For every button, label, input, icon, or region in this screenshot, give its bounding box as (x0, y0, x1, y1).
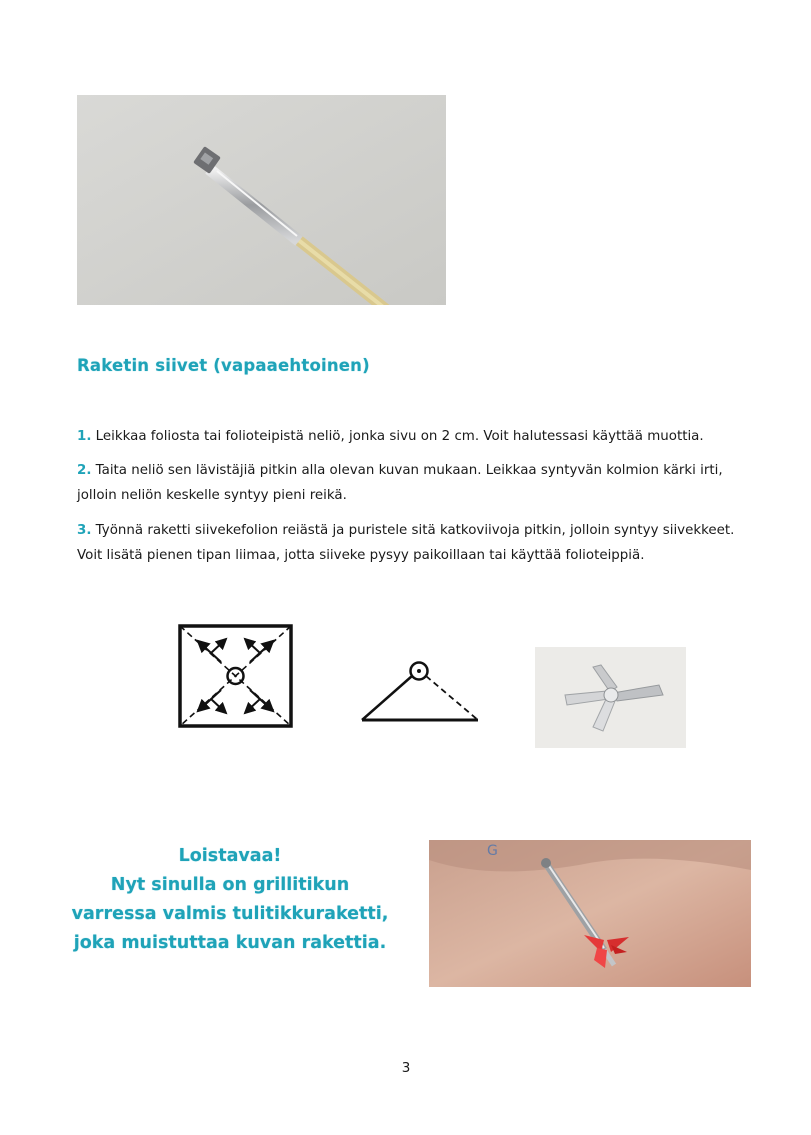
step-3-text: Työnnä raketti siivekefolion reiästä ja puristele sitä katkoviivoja pitkin, jolloin syntyy siivekkeet. Voit lisätä pienen tipan liimaa, jotta siiveke pysyy paikoillaan tai käyttää folioteippiä. (77, 523, 735, 563)
fold-square-diagram (176, 622, 296, 730)
step-1-text: Leikkaa foliosta tai folioteipistä neliö, jonka sivu on 2 cm. Voit halutessasi käyttää muottia. (95, 429, 704, 444)
page-number: 3 (401, 1060, 411, 1076)
step-2-number: 2. (77, 463, 92, 478)
final-line-4: joka muistuttaa kuvan rakettia. (73, 933, 387, 953)
fold-triangle-diagram (358, 658, 482, 724)
final-line-2: Nyt sinulla on grillitikun (110, 875, 350, 895)
svg-text:G: G (487, 843, 498, 859)
foil-fins-photo (535, 647, 686, 748)
final-line-1: Loistavaa! (178, 846, 282, 866)
step-2-text: Taita neliö sen lävistäjiä pitkin alla olevan kuvan mukaan. Leikkaa syntyvän kolmion kärki irti, jolloin neliön keskelle syntyy pieni reikä. (77, 463, 723, 503)
step-1 (77, 424, 757, 449)
final-line-3: varressa valmis tulitikkuraketti, (71, 904, 389, 924)
finished-rocket-photo (429, 840, 751, 987)
step-3 (77, 518, 757, 568)
section-heading: Raketin siivet (vapaaehtoinen) (77, 356, 370, 375)
step-2 (77, 458, 757, 508)
step-3-number: 3. (77, 523, 92, 538)
step-1-number: 1. (77, 429, 92, 444)
skewer-foil-photo (77, 95, 446, 305)
